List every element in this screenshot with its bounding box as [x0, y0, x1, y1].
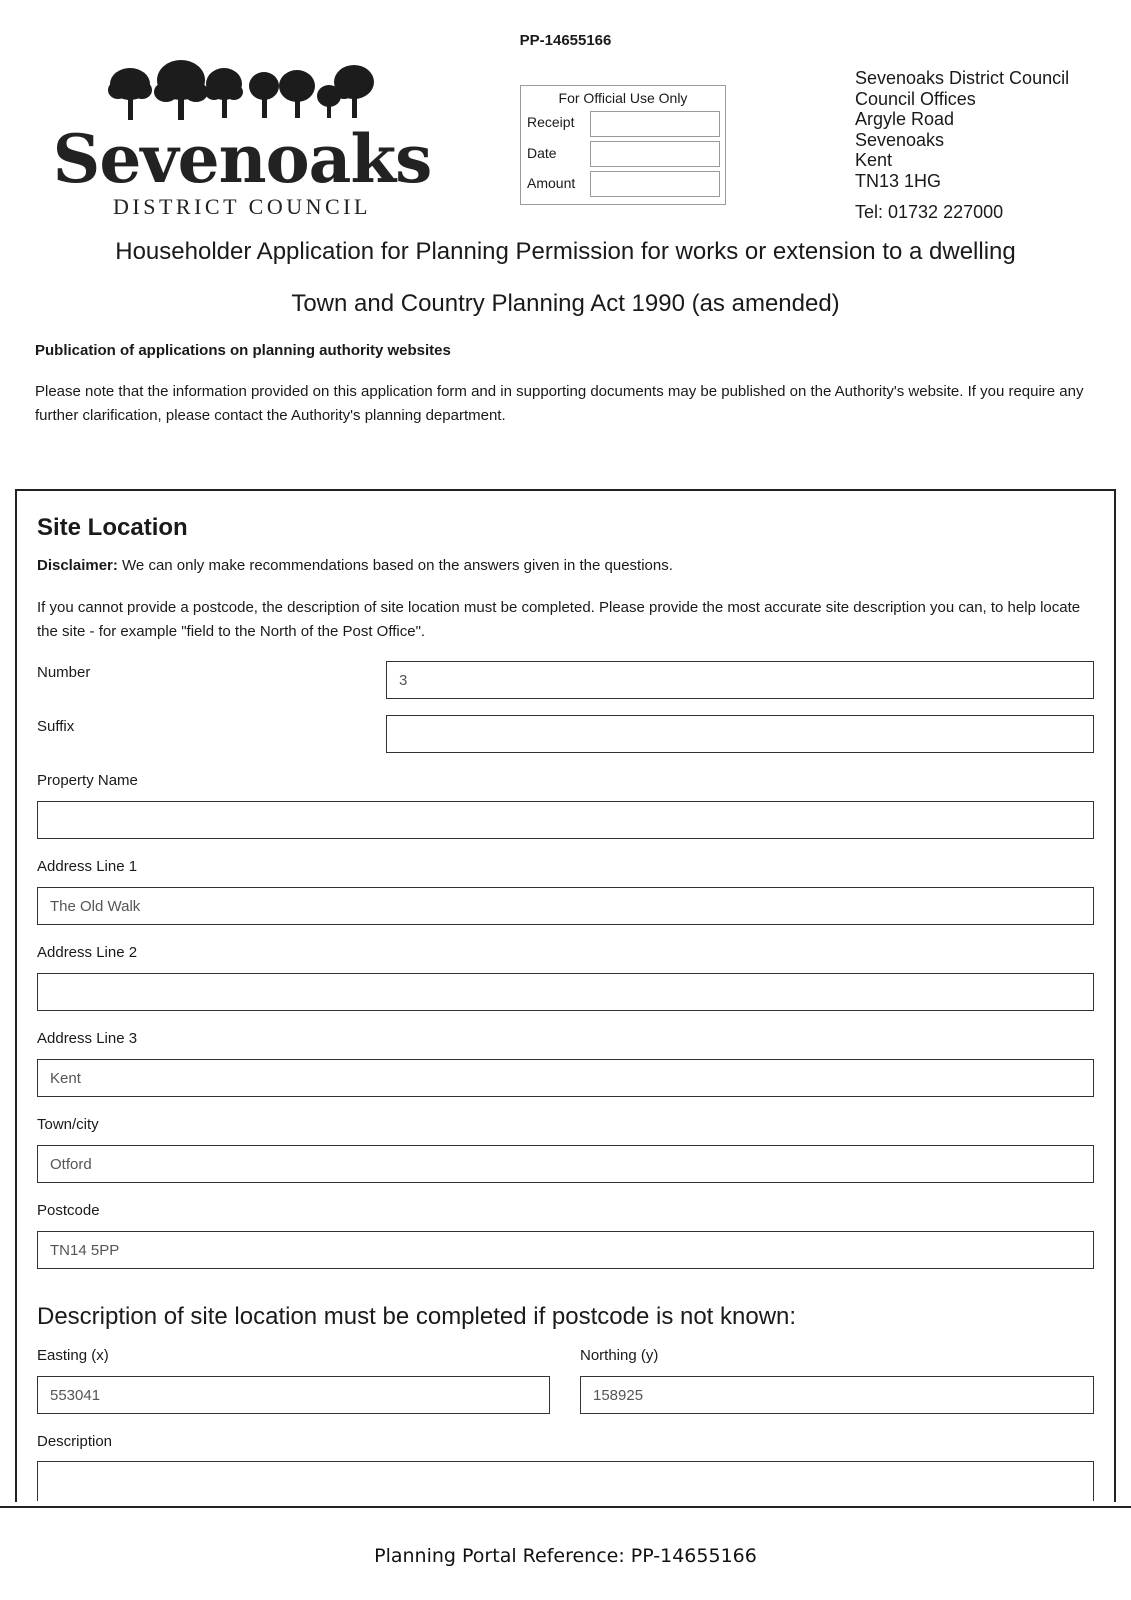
number-label: Number	[37, 664, 91, 681]
description-field[interactable]	[37, 1461, 1094, 1501]
form-title: Householder Application for Planning Permission for works or extension to a dwelling	[115, 238, 1016, 265]
council-logo	[52, 58, 432, 223]
publication-heading: Publication of applications on planning authority websites	[35, 342, 451, 359]
easting-field[interactable]: 553041	[37, 1376, 550, 1414]
suffix-field[interactable]	[386, 715, 1094, 753]
number-field[interactable]: 3	[386, 661, 1094, 699]
address-line-1-field[interactable]: The Old Walk	[37, 887, 1094, 925]
form-subtitle: Town and Country Planning Act 1990 (as amended)	[291, 290, 840, 317]
council-telephone: Tel: 01732 227000	[855, 202, 1004, 222]
receipt-label: Receipt	[527, 114, 575, 130]
description-heading: Description of site location must be completed if postcode is not known:	[37, 1303, 797, 1330]
town-field[interactable]: Otford	[37, 1145, 1094, 1183]
amount-label: Amount	[527, 175, 576, 191]
official-use-box	[520, 85, 726, 205]
amount-box	[590, 171, 720, 197]
date-label: Date	[527, 145, 557, 161]
logo-subtitle: DISTRICT COUNCIL	[113, 194, 371, 219]
disclaimer-text: We can only make recommendations based on the answers given in the questions.	[117, 557, 673, 574]
publication-text: Please note that the information provided on this application form and in supporting documents may be published on the Authority's website. If you require any further clarification, please contact the Authority's planning department.	[35, 383, 1084, 424]
property-name-label: Property Name	[37, 772, 138, 789]
section-title: Site Location	[37, 514, 188, 541]
address-line: TN13 1HG	[855, 170, 942, 191]
address-line-1-label: Address Line 1	[37, 858, 138, 875]
postcode-field[interactable]: TN14 5PP	[37, 1231, 1094, 1269]
disclaimer-label: Disclaimer:	[37, 557, 118, 574]
address-line-2-label: Address Line 2	[37, 944, 138, 961]
address-line: Sevenoaks	[855, 129, 945, 150]
address-line: Kent	[855, 150, 893, 170]
receipt-box	[590, 111, 720, 137]
official-use-title: For Official Use Only	[558, 90, 688, 106]
northing-label: Northing (y)	[580, 1347, 659, 1364]
description-label: Description	[37, 1433, 113, 1450]
disclaimer	[37, 557, 673, 574]
address-line-3-field[interactable]: Kent	[37, 1059, 1094, 1097]
town-label: Town/city	[37, 1116, 99, 1133]
northing-field[interactable]: 158925	[580, 1376, 1094, 1414]
address-line: Argyle Road	[855, 109, 955, 129]
property-name-field[interactable]	[37, 801, 1094, 839]
easting-label: Easting (x)	[37, 1347, 109, 1364]
footer-reference: Planning Portal Reference: PP-14655166	[374, 1545, 757, 1567]
footer-divider	[0, 1506, 1131, 1508]
address-line-3-label: Address Line 3	[37, 1030, 138, 1047]
address-line-2-field[interactable]	[37, 973, 1094, 1011]
date-box	[590, 141, 720, 167]
suffix-label: Suffix	[37, 718, 75, 735]
postcode-label: Postcode	[37, 1202, 100, 1219]
logo-wordmark: Sevenoaks	[52, 120, 432, 198]
trees-icon	[102, 58, 382, 122]
council-address	[855, 68, 1069, 223]
reference-number-top: PP-14655166	[519, 32, 612, 49]
address-line: Sevenoaks District Council	[855, 68, 1070, 88]
site-location-intro: If you cannot provide a postcode, the description of site location must be completed. Please provide the most accurate site description you can, to help locate the site - for example "field to the North of the Post Office".	[37, 599, 1081, 640]
address-line: Council Offices	[855, 88, 976, 109]
